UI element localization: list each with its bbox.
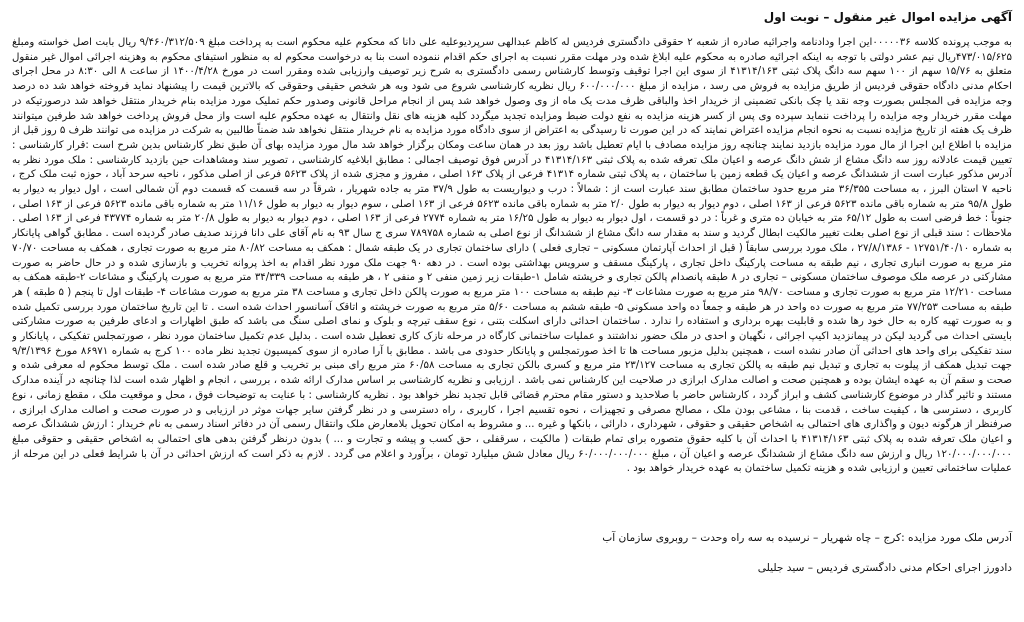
property-address: آدرس ملک مورد مزایده :کرج – چاه شهریار – نرسیده به سه راه وحدت – روبروی سازمان آب — [602, 532, 1012, 544]
notice-title: آگهی مزایده اموال غیر منقول – نوبت اول — [763, 10, 1012, 24]
notice-body-text: به موجب پرونده کلاسه ۰۰۰۰۰۳۶این اجرا ودادنامه واجرائیه صادره از شعبه ۲ حقوقی دادگستری فردیس له کاظم عبدالهی سرپردیوعلیه علی دانا که محکوم علیه محکوم است به پرداخت مبلغ ۹/۴۶۰/۳۱۲/۵۰۹ ریال بابت اصل خواسته ومبلغ ۴۷۳/۰۱۵/۶۲۵ریال نیم عشر دولتی با توجه به اینکه اجرائیه صادره به محکوم علیه ابلاغ شده ودر مهلت مقرر نسبت به اجرای حکم اقدام ننموده است بنا به درخواست محکوم له به منظور استیفای محکوم به وهزینه اجرائی اموال غیر منقول متعلق به ۱۵/۷۶ سهم از ۱۰۰ سهم سه دانگ پلاک ثبتی ۴۱۳۱۴/۱۶۳ از سوی این اجرا توقیف وتوسط کارشناس رسمی دادگستری به شرح زیر توصیف وارزیابی شده ومقرر است در مورخ ۱۴۰۰/۴/۲۸ از ساعت ۸ الی ۸:۳۰ در محل اجرای احکام مدنی دادگاه حقوقی فردیس از طریق مزایده به فروش می رسد ، مزایده از مبلغ ۶۰۰/۰۰۰/۰۰۰ ریال نظریه کارشناسی شروع می شود وبه هر شخص حقیقی وحقوقی که بالاترین قیمت را پیشنهاد نماید فروخته خواهد شد ده درصد وجه مزایده فی المجلس بصورت وجه نقد یا چک بانکی تضمینی از خریدار اخذ والباقی ظرف مدت یک ماه از وی وصول خواهد شد پس از انجام مراحل قانونی وصدور حکم تملیک مورد مزایده بنام خریدار منتقل خواهد شد درصورتیکه در مهلت مقرر خریدار وجه مزایده را پرداخت ننماید سپرده وی پس از کسر هزینه مزایده به نفع دولت ضبط ومزایده تجدید میگردد کلیه هزینه های نقل وانتقال به عهده محکوم علیه است واز محل فروش پرداخت خواهد شد طرفین میتوانند ظرف یک هفته از تاریخ مزایده نسبت به نحوه انجام مزایده اعتراض نمایند که در این صورت تا رسیدگی به اعتراض از سوی دادگاه مورد مزایده به نام خریدار منتقل نخواهد شد ضمناً طالبین به شرکت در مزایده می توانند ظرف ۵ روز قبل از مزایده با اطلاع این اجرا از مال مورد مزایده بازدید نمایند چنانچه روز مزایده مصادف با ایام تعطیل باشد روز بعد در همان ساعت ومکان برگزار خواهد شد مال مورد مزایده بهای آن طبق نظر کارشناس بدین شرح است :قرار کارشناسی : تعیین قیمت عادلانه روز سه دانگ مشاع از شش دانگ عرصه و اعیان ملک تعرفه شده به پلاک ثبتی ۴۱۳۱۴/۱۶۳ در آدرس فوق توصیف اجمالی : مطابق ابلاغیه کارشناسی ، تصویر سند ومشاهدات حین بازدید کارشناسی : ملک مورد نظر به آدرس مذکور عبارت است از ششدانگ عرصه و اعیان یک قطعه زمین با ساختمان ، به پلاک ثبتی شماره ۴۱۳۱۴ فرعی از پلاک ۱۶۳ اصلی ، مفروز و مجزی شده از پلاک ۵۶۲۳ فرعی از اصلی مذکور ، ناحیه سرحد آباد ، حوزه ثبت ملک کرج ، ناحیه ۷ استان البرز ، به مساحت ۳۶/۳۵۵ متر مربع حدود ساختمان مطابق سند عبارت است از : شمالاً : درب و دیواریست به طول ۳۷/۹ متر به جاده شهریار ، شرقاً در سه قسمت که قسمت دوم آن شمالی است ، اول دیوار به دیوار به طول ۹۵/۸ متر به شماره باقی مانده ۵۶۲۳ فرعی از ۱۶۳ اصلی ، دوم دیوار به دیوار به طول ۲/۰ متر به شماره باقی مانده ۵۶۲۳ فرعی از ۱۶۳ اصلی ، سوم دیوار به دیوار به طول ۱۱/۱۶ متر به شماره باقی مانده ۵۶۲۳ فرعی از ۱۶۳ اصلی ، جنوباً : خط فرضی است به طول ۶۵/۱۲ متر به خیابان ده متری و غرباً : در دو قسمت ، اول دیوار به دیوار به طول ۱۶/۲۵ متر به شماره ۲۷۷۴ فرعی از ۱۶۳ اصلی ، دوم دیوار به دیوار به طول ۲۰/۸ متر به شماره ۴۳۷۷۴ فرعی از ۱۶۳ اصلی . ملاحظات : سند قبلی از نوع اصلی بعلت تغییر مالکیت ابطال گردید و سند به مقدار سه دانگ مشاع از ششدانگ از نوع اصلی به شماره ۷۸۹۷۵۸ سری ج سال ۹۳ به نام آقای علی دانا فرزند صدیف صادر گردیده است . مطابق گواهی پایانکار به شماره ۱۲۷۵۱/۴۰/۱۰ - ۲۷/۸/۱۳۸۶ ، ملک مورد بررسی سابقاً ( قبل از احداث آپارتمان مسکونی – تجاری فعلی ) دارای ساختمان تجاری در یک طبقه شمال : همکف به مساحت ۸۰/۸۲ متر مربع به صورت تجاری ، همکف به مساحت ۷۰/۷۰ متر مربع به صورت انباری تجاری ، نیم طبقه به مساحت پارکینگ داخل تجاری ، پارکینگ مسقف و سرویس بهداشتی بوده است . در دهه ۹۰ جهت ملک مورد نظر اقدام به اخذ پروانه تخریب و بازسازی شده و در حال حاضر به صورت مشارکتی در عرصه ملک موصوف ساختمان مسکونی – تجاری در ۸ طبقه پانصدام پالکن تجاری و خرپشته شامل ۱-طبقات زیر زمین منفی ۲ و منفی ۲ ، هر طبقه به مساحت ۳۴/۳۳۹ متر مربع به صورت پارکینگ و مشاعات ۲-طبقه همکف به مساحت ۱۲/۲۱۰ متر مربع به صورت تجاری و مساحت ۹۸/۷۰ متر مربع به صورت مشاعات ۳- نیم طبقه به مساحت ۱۰۰ متر مربع به صورت پالکن داخل تجاری و مساحت ۳۸ متر مربع به صورت مشاعات ۴- طبقات اول تا پنجم ( ۵ طبقه ) هر طبقه به مساحت ۷۷/۲۵۳ متر مربع به صورت ده واحد در هر طبقه و جمعاً ده واحد مسکونی ۵- طبقه ششم به مساحت ۵/۶۰ متر مربع به صورت خرپشته و اتاقک آسانسور احداث شده است . تا این تاریخ ساختمان مورد بررسی تکمیل شده و به صورت تهیه کاره به حال خود رها شده و قابلیت بهره برداری و استفاده را ندارد . ساختمان احداثی دارای اسکلت بتنی ، نوع سقف تیرچه و بلوک و نمای اصلی سنگ می باشد که طبق اظهارات و ادعای طرفین به صورت مشارکتی بایستی احداث می گردید لیکن در پیمانزدید اکیپ اجرائی ، نگهبان و احدی در ملک حضور نداشتند و عملیات ساختمانی کارگاه در مرحله نازک کاری تعطیل شده است . بدلیل عدم تکمیل ساختمان مورد نظر ، صورتمجلس تفکیکی ، پایانکار و سند تفکیکی برای واحد های احداثی آن صادر نشده است ، همچنین بدلیل مزبور مساحت ها تا اخذ صورتمجلس و پایانکار حدودی می باشد . مطابق با آرا صادره از سوی کمیسیون تجدید نظر ماده ۱۰۰ کرج به شماره ۸۶۹۷۱ مورخ ۹/۳/۱۳۹۶ جهت تبدیل همکف از پیلوت به تجاری و تبدیل نیم طبقه به پالکن تجاری به مساحت ۲۳/۱۲۷ متر مربع و کسری بالکن تجاری به مساحت ۶۰/۵۸ متر مربع رای مبنی بر تخریب و قلع صادر شده است . ملک توسط محکوم له معرفی شده و صحت و سقم آن به عهده ایشان بوده و همچنین صحت و اصالت مدارک ابرازی در صلاحیت این کارشناس نمی باشد . ارزیابی و نظریه کارشناسی بر اساس مدارک ارائه شده ، بررسی ، انجام و اظهار شده است لذا چنانچه در آینده مدارک مستند و تاثیر گذار در موضوع کارشناسی کشف و ابراز گردد ، کارشناس حاضر با صلاحدید و دستور مقام محترم قضائی قابل تجدید نظر خواهد بود . نظریه کارشناسی : با عنایت به توضیحات فوق ، محل و موقعیت ملک ، مقطع زمانی ، نوع کاربری ، دسترسی ها ، کیفیت ساخت ، قدمت بنا ، مشاعی بودن ملک ، مصالح مصرفی و تجهیزات ، نحوه تقسیم اجرا ، کاربری ، راه دسترسی و در نظر گرفتن سایر جهات موثر در ارزیابی و در صورت صحت و اصالت مدارک ابرازی ، صرفنظر از هرگونه دیون و واگذاری های احتمالی به اشخاص حقیقی و حقوقی ، شهرداری ، دارائی ، بانکها و غیره ... و مشروط به امکان تحویل بلامعارض ملک وانتقال رسمی آن در دفاتر اسناد رسمی به نام خریدار : ارزش ششدانگ عرصه و اعیان ملک تعرفه شده به پلاک ثبتی ۴۱۳۱۴/۱۶۳ با احداث آن با کلیه حقوق متصوره برای تمام طبقات ( مالکیت ، سرقفلی ، حق کسب و پیشه و تجارت و ... ) بدون درنظر گرفتن بدهی های احتمالی به اشخاص حقیقی و حقوقی مبلغ ۱۲۰/۰۰۰/۰۰۰/۰۰۰ ریال و ارزش سه دانگ مشاع از ششدانگ عرصه و اعیان آن ، مبلغ ۶۰/۰۰۰/۰۰۰/۰۰۰ ریال معادل شش میلیارد تومان ، برآورد و اعلام می گردد . لازم به ذکر است که ارزش احداثی در آن با شرایط فعلی در این مرحله از عملیات ساختمانی تعیین و ارزیابی شده و هزینه تکمیل ساختمان به عهده خریدار خواهد بود . — [12, 37, 1012, 475]
bailiff-signature-line: دادورز اجرای احکام مدنی دادگستری فردیس – سید جلیلی — [757, 562, 1012, 574]
